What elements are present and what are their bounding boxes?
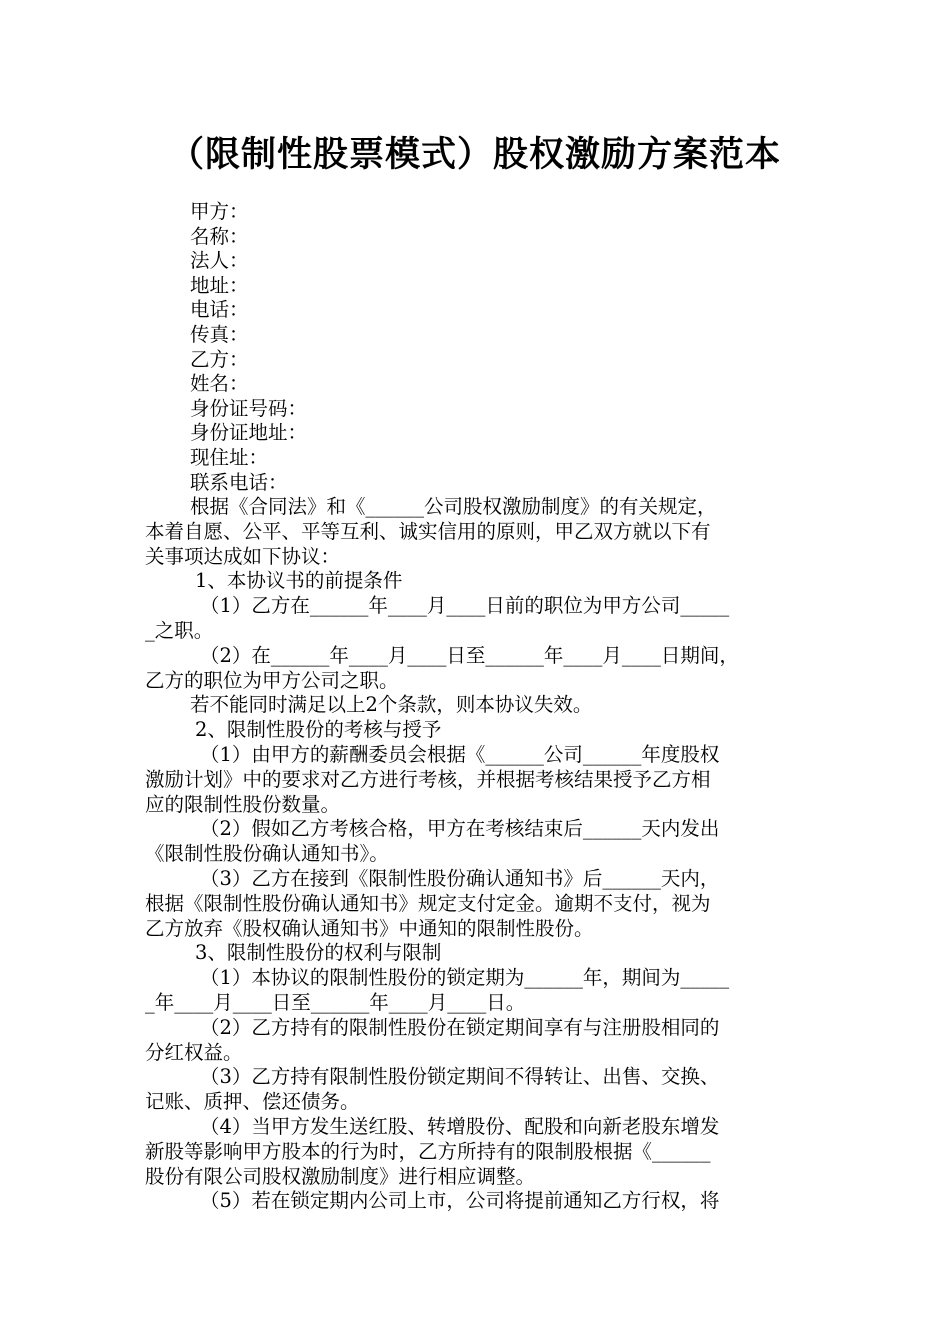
body-line: （1）乙方在______年____月____日前的职位为甲方公司_____	[200, 594, 730, 618]
body-line: 《限制性股份确认通知书》。	[145, 842, 389, 866]
body-line: （1）由甲方的薪酬委员会根据《______公司______年度股权	[200, 742, 720, 766]
field-label: 联系电话：	[190, 470, 288, 494]
field-label: 现住址：	[190, 445, 269, 469]
body-line: 1、本协议书的前提条件	[195, 569, 403, 593]
body-line: （4）当甲方发生送红股、转增股份、配股和向新老股东增发	[200, 1114, 720, 1138]
body-line: 分红权益。	[145, 1040, 243, 1064]
body-line: （2）假如乙方考核合格，甲方在考核结束后______天内发出	[200, 817, 720, 841]
body-line: 激励计划》中的要求对乙方进行考核，并根据考核结果授予乙方相	[145, 767, 711, 791]
body-line: 应的限制性股份数量。	[145, 792, 341, 816]
field-label: 乙方：	[190, 347, 249, 371]
body-line: 乙方放弃《股权确认通知书》中通知的限制性股份。	[145, 916, 594, 940]
body-line: 根据《限制性股份确认通知书》规定支付定金。逾期不支付，视为	[145, 891, 711, 915]
body-line: 3、限制性股份的权利与限制	[195, 941, 442, 965]
document-title: （限制性股票模式）股权激励方案范本	[168, 135, 781, 175]
body-line: 本着自愿、公平、平等互利、诚实信用的原则，甲乙双方就以下有	[145, 519, 711, 543]
body-line: （3）乙方在接到《限制性股份确认通知书》后______天内，	[200, 866, 720, 890]
body-line: （2）乙方持有的限制性股份在锁定期间享有与注册股相同的	[200, 1015, 720, 1039]
field-label: 名称：	[190, 224, 249, 248]
body-line: 记账、质押、偿还债务。	[145, 1090, 360, 1114]
body-line: 新股等影响甲方股本的行为时，乙方所持有的限制股根据《______	[145, 1139, 711, 1163]
body-line: _之职。	[145, 618, 214, 642]
field-label: 甲方：	[190, 200, 249, 223]
body-line: （1）本协议的限制性股份的锁定期为______年，期间为_____	[200, 966, 730, 990]
body-line: 2、限制性股份的考核与授予	[195, 718, 442, 742]
body-line: 股份有限公司股权激励制度》进行相应调整。	[145, 1164, 536, 1188]
field-label: 姓名：	[190, 372, 249, 396]
field-label: 身份证地址：	[190, 421, 308, 445]
field-label: 地址：	[190, 273, 249, 297]
body-line: 根据《合同法》和《______公司股权激励制度》的有关规定，	[190, 495, 717, 518]
field-label: 法人：	[190, 249, 249, 273]
field-label: 身份证号码：	[190, 396, 308, 420]
body-line: 关事项达成如下协议：	[145, 544, 341, 568]
body-line: （5）若在锁定期内公司上市，公司将提前通知乙方行权，将	[200, 1189, 720, 1213]
body-line: （3）乙方持有限制性股份锁定期间不得转让、出售、交换、	[200, 1065, 720, 1089]
body-line: _年____月____日至______年____月____日。	[145, 990, 526, 1014]
body-line: 乙方的职位为甲方公司之职。	[145, 668, 399, 692]
field-label: 电话：	[190, 298, 249, 322]
body-line: （2）在______年____月____日至______年____月____日期间，	[200, 643, 739, 667]
field-label: 传真：	[190, 322, 249, 346]
agreement-body	[145, 495, 810, 1214]
body-line: 若不能同时满足以上2个条款，则本协议失效。	[190, 693, 593, 717]
party-fields	[190, 200, 307, 495]
